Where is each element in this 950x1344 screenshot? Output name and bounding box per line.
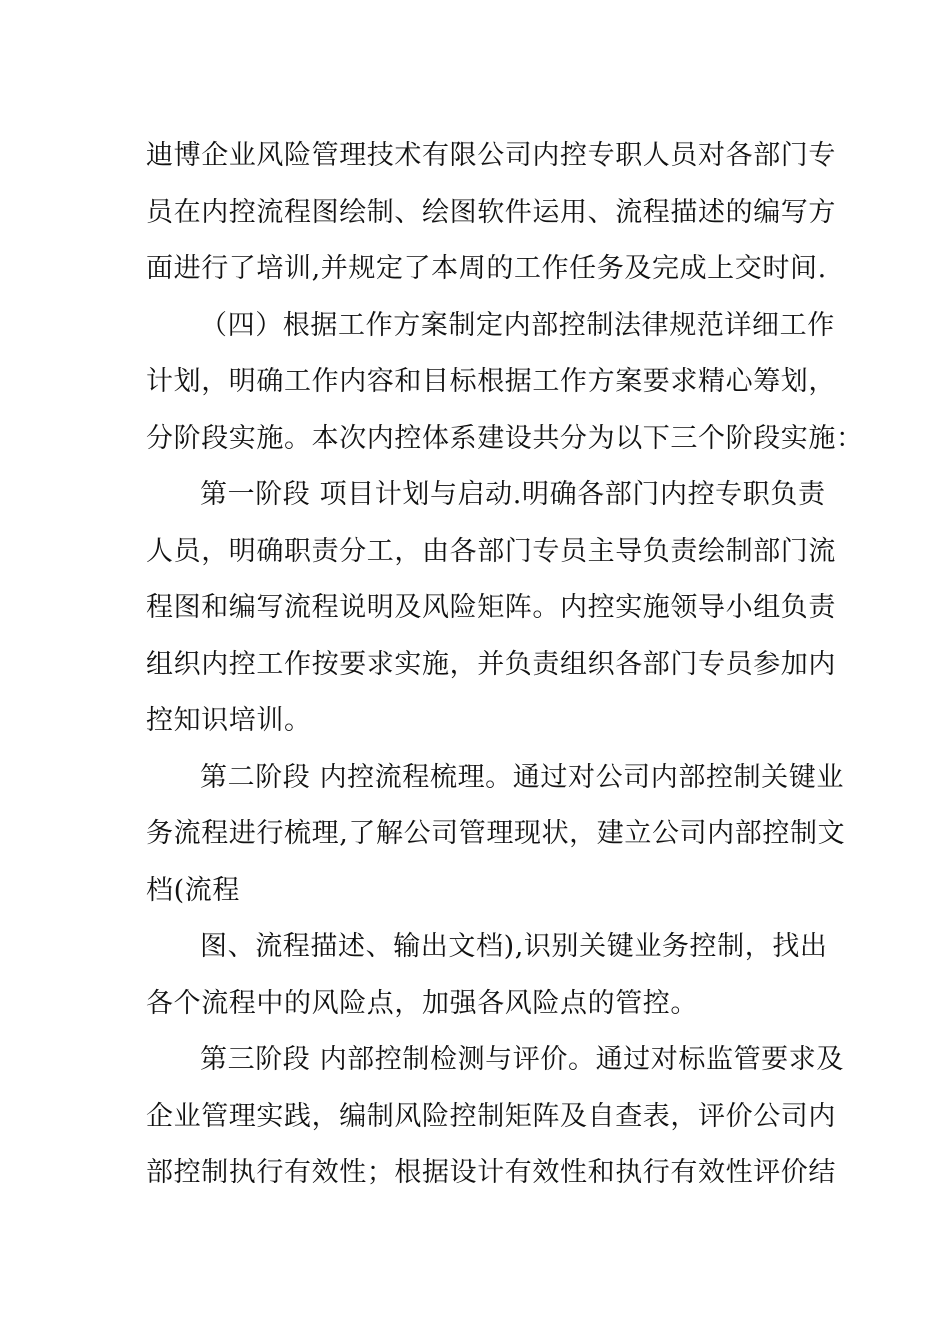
text-line: 迪博企业风险管理技术有限公司内控专职人员对各部门专 xyxy=(146,140,836,171)
paragraph-start-line: （四）根据工作方案制定内部控制法律规范详细工作 xyxy=(200,309,835,341)
text-line: 组织内控工作按要求实施，并负责组织各部门专员参加内 xyxy=(146,648,836,680)
text-line: 人员，明确职责分工，由各部门专员主导负责绘制部门流 xyxy=(146,535,836,567)
text-line: 计划，明确工作内容和目标根据工作方案要求精心筹划， xyxy=(146,366,836,397)
text-line: 企业管理实践，编制风险控制矩阵及自查表，评价公司内 xyxy=(146,1100,836,1132)
paragraph-start-line: 第二阶段 内控流程梳理。通过对公司内部控制关键业 xyxy=(200,761,844,793)
text-line: 档(流程 xyxy=(146,874,240,906)
text-line: 控知识培训。 xyxy=(146,705,312,736)
paragraph-start-line: 图、流程描述、输出文档),识别关键业务控制，找出 xyxy=(200,931,828,962)
text-line: 务流程进行梳理,了解公司管理现状，建立公司内部控制文 xyxy=(146,818,846,849)
text-line: 部控制执行有效性；根据设计有效性和执行有效性评价结 xyxy=(146,1157,836,1188)
document-body xyxy=(146,128,864,1202)
text-line: 分阶段实施。本次内控体系建设共分为以下三个阶段实施： xyxy=(146,422,864,454)
text-line: 各个流程中的风险点，加强各风险点的管控。 xyxy=(146,987,698,1019)
paragraph-start-line: 第三阶段 内部控制检测与评价。通过对标监管要求及 xyxy=(200,1044,844,1075)
text-line: 员在内控流程图绘制、绘图软件运用、流程描述的编写方 xyxy=(146,196,836,228)
paragraph-start-line: 第一阶段 项目计划与启动.明确各部门内控专职负责 xyxy=(200,479,826,510)
text-line: 面进行了培训,并规定了本周的工作任务及完成上交时间. xyxy=(146,253,827,284)
text-line: 程图和编写流程说明及风险矩阵。内控实施领导小组负责 xyxy=(146,592,836,623)
